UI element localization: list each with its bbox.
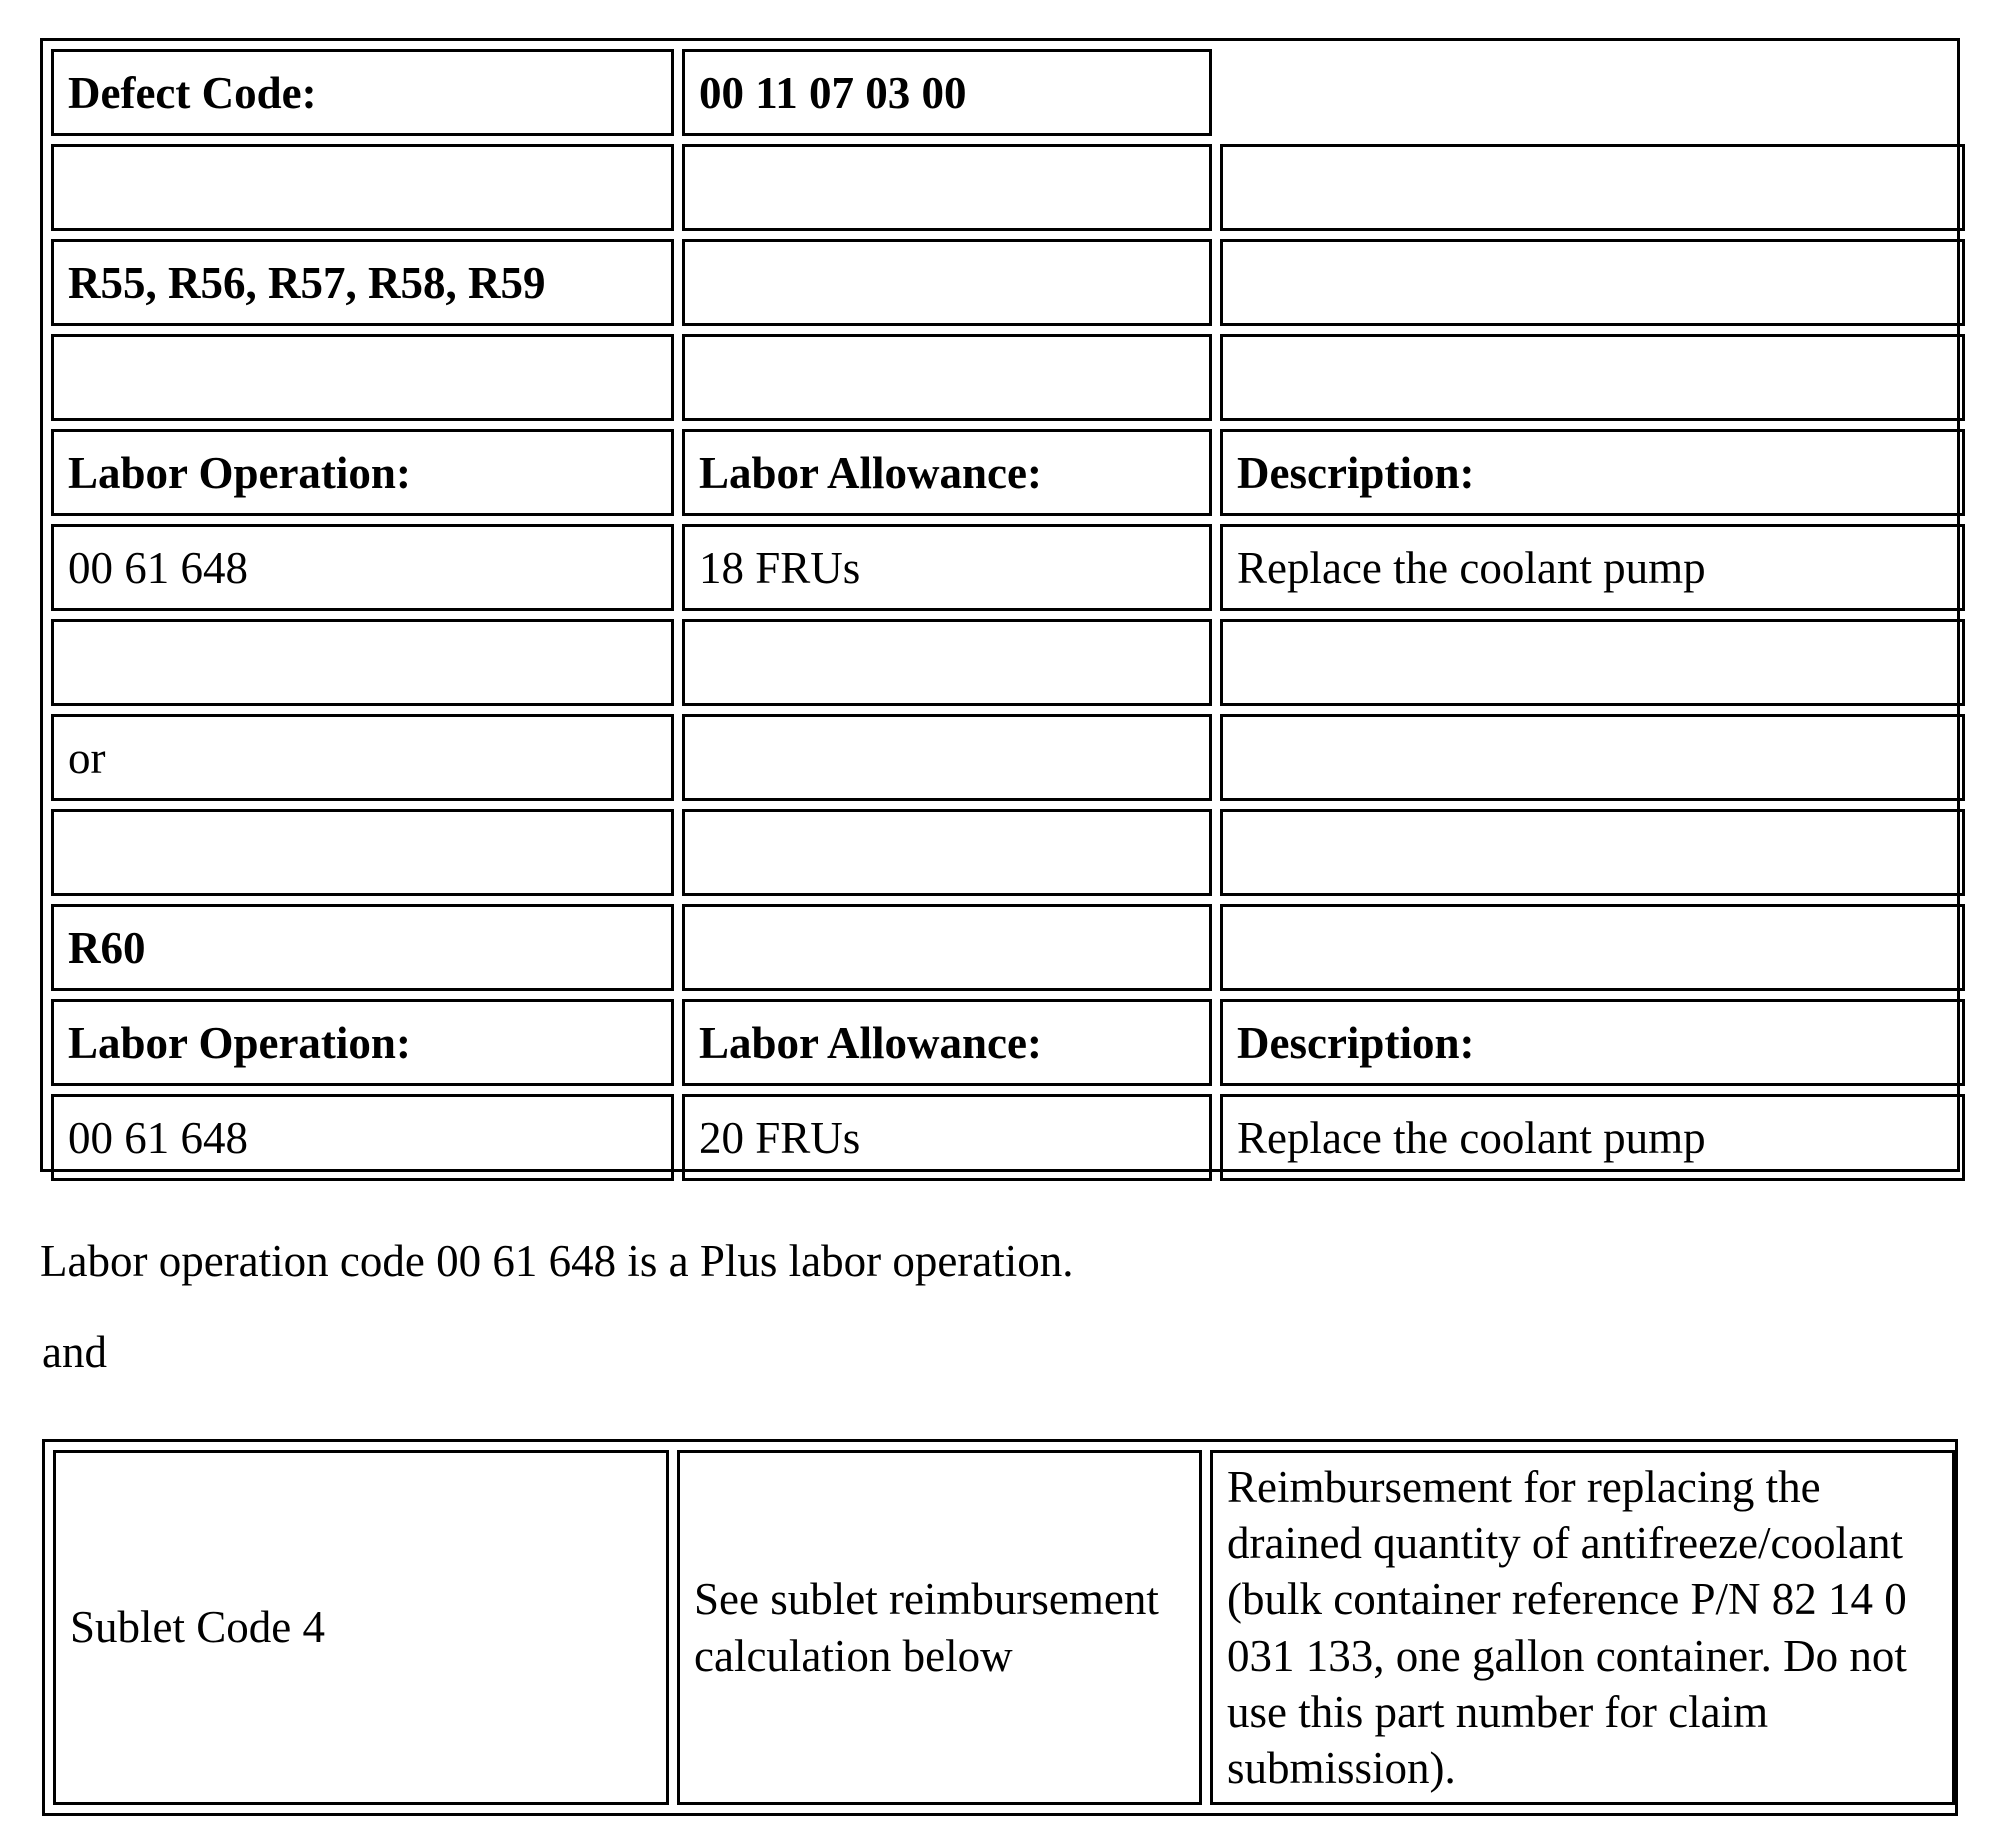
defect-code-value: 00 11 07 03 00	[682, 49, 1212, 136]
plus-labor-note: Labor operation code 00 61 648 is a Plus labor operation.	[40, 1236, 1074, 1286]
defect-code-table	[43, 41, 1973, 1189]
table-cell	[51, 334, 674, 421]
table-cell	[682, 714, 1212, 801]
description-header: Description:	[1220, 429, 1965, 516]
table-cell	[682, 239, 1212, 326]
table-row	[51, 904, 1965, 991]
table-cell	[51, 809, 674, 896]
model-codes-group-2: R60	[51, 904, 674, 991]
labor-allowance-value: 20 FRUs	[682, 1094, 1212, 1181]
labor-allowance-header: Labor Allowance:	[682, 999, 1212, 1086]
labor-allowance-header: Labor Allowance:	[682, 429, 1212, 516]
table-cell	[1220, 809, 1965, 896]
table-cell	[682, 334, 1212, 421]
labor-operation-value: 00 61 648	[51, 524, 674, 611]
table-cell	[682, 809, 1212, 896]
labor-operation-value: 00 61 648	[51, 1094, 674, 1181]
table-row	[51, 239, 1965, 326]
table-cell	[1220, 239, 1965, 326]
table-cell	[1220, 144, 1965, 231]
table-row	[51, 809, 1965, 896]
model-codes-group-1: R55, R56, R57, R58, R59	[51, 239, 674, 326]
table-cell-empty	[1220, 49, 1965, 136]
table-cell	[1220, 904, 1965, 991]
sublet-table	[45, 1442, 1963, 1813]
table-row	[53, 1450, 1955, 1805]
table-cell	[682, 619, 1212, 706]
table-row	[51, 714, 1965, 801]
and-connector: and	[42, 1327, 107, 1377]
table-row	[51, 1094, 1965, 1181]
labor-operation-header: Labor Operation:	[51, 999, 674, 1086]
sublet-reimbursement-note: See sublet reimbursement calculation below	[677, 1450, 1202, 1805]
table-row	[51, 429, 1965, 516]
labor-allowance-value: 18 FRUs	[682, 524, 1212, 611]
table-cell	[1220, 714, 1965, 801]
table-row	[51, 334, 1965, 421]
table-row	[51, 524, 1965, 611]
table-cell	[1220, 619, 1965, 706]
description-value: Replace the coolant pump	[1220, 1094, 1965, 1181]
table-row	[51, 49, 1965, 136]
defect-code-label: Defect Code:	[51, 49, 674, 136]
table-cell	[51, 144, 674, 231]
table-cell	[682, 904, 1212, 991]
labor-operation-header: Labor Operation:	[51, 429, 674, 516]
table-cell	[682, 144, 1212, 231]
table-row	[51, 619, 1965, 706]
table-cell	[51, 619, 674, 706]
table-row	[51, 144, 1965, 231]
description-value: Replace the coolant pump	[1220, 524, 1965, 611]
table-row	[51, 999, 1965, 1086]
sublet-description: Reimbursement for replacing the drained quantity of antifreeze/coolant (bulk container reference P/N 82 14 0 031 133, one gallon container. Do not use this part number for claim submission).	[1210, 1450, 1955, 1805]
or-separator: or	[51, 714, 674, 801]
table-cell	[1220, 334, 1965, 421]
description-header: Description:	[1220, 999, 1965, 1086]
sublet-code: Sublet Code 4	[53, 1450, 669, 1805]
